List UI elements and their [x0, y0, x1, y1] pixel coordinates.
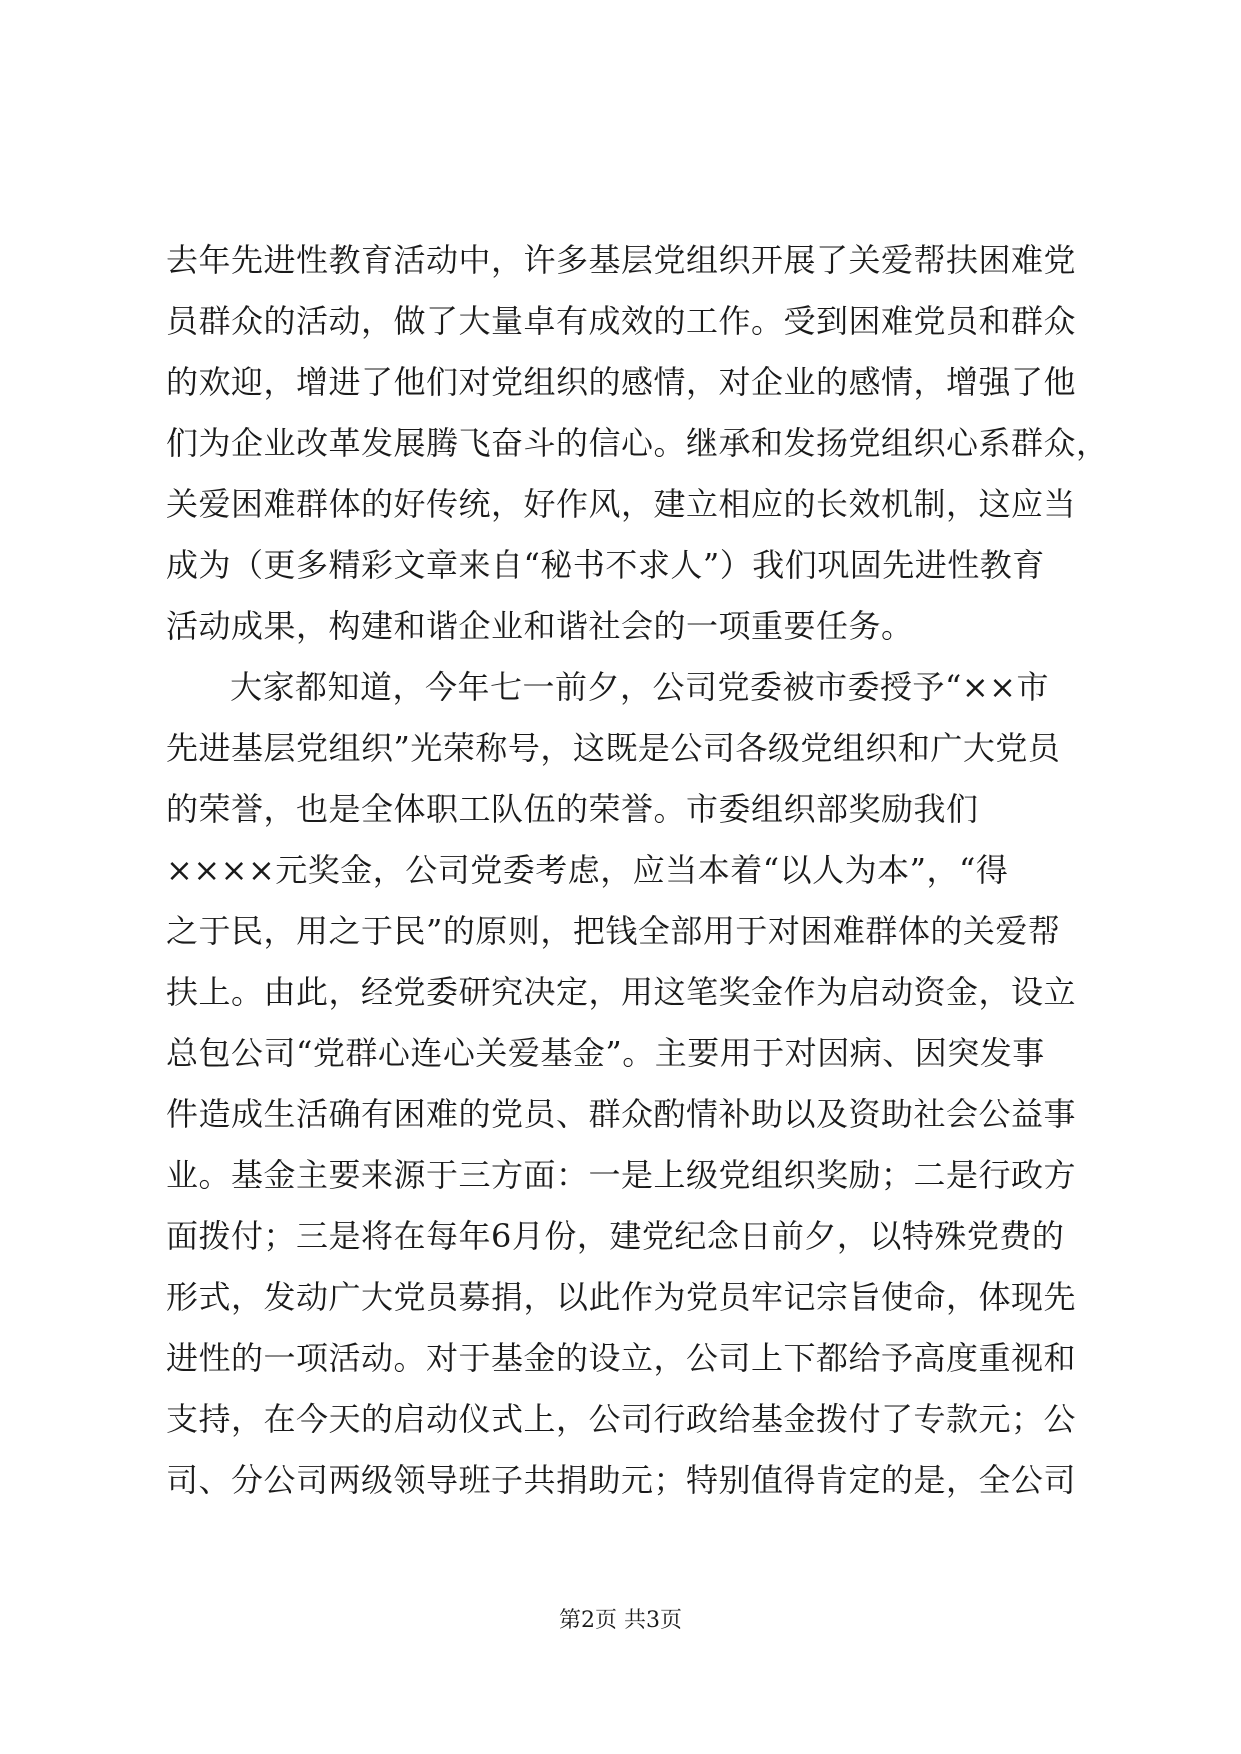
text-line: 成为（更多精彩文章来自“秘书不求人”）我们巩固先进性教育	[166, 546, 1045, 584]
text-line: 件造成生活确有困难的党员、群众酌情补助以及资助社会公益事	[166, 1095, 1077, 1133]
page-number: 第2页 共3页	[559, 1608, 682, 1633]
text-line: 司、分公司两级领导班子共捐助元；特别值得肯定的是，全公司	[166, 1461, 1077, 1499]
text-line: 活动成果，构建和谐企业和谐社会的一项重要任务。	[166, 607, 914, 645]
text-line: 面拨付；三是将在每年6月份，建党纪念日前夕，以特殊党费的	[166, 1217, 1065, 1255]
text-line: 员群众的活动，做了大量卓有成效的工作。受到困难党员和群众	[166, 302, 1077, 340]
document-body	[166, 230, 1109, 1511]
text-line: 关爱困难群体的好传统，好作风，建立相应的长效机制，这应当	[166, 485, 1077, 523]
paragraph-1	[166, 230, 1109, 657]
text-line: 业。基金主要来源于三方面：一是上级党组织奖励；二是行政方	[166, 1156, 1077, 1194]
paragraph-2	[166, 657, 1078, 1511]
page-footer	[0, 1606, 1241, 1636]
text-line: 的欢迎，增进了他们对党组织的感情，对企业的感情，增强了他	[166, 363, 1077, 401]
text-line: 的荣誉，也是全体职工队伍的荣誉。市委组织部奖励我们	[166, 790, 979, 828]
text-line: 之于民，用之于民”的原则，把钱全部用于对困难群体的关爱帮	[166, 912, 1061, 950]
text-line: 形式，发动广大党员募捐，以此作为党员牢记宗旨使命，体现先	[166, 1278, 1077, 1316]
text-line: 进性的一项活动。对于基金的设立，公司上下都给予高度重视和	[166, 1339, 1077, 1377]
text-line: 总包公司“党群心连心关爱基金”。主要用于对因病、因突发事	[166, 1034, 1045, 1072]
text-line: 去年先进性教育活动中，许多基层党组织开展了关爱帮扶困难党	[166, 241, 1077, 279]
text-line: 大家都知道，今年七一前夕，公司党委被市委授予“××市	[230, 668, 1049, 706]
text-line: ××××元奖金，公司党委考虑，应当本着“以人为本”，“得	[166, 851, 1009, 889]
text-line: 扶上。由此，经党委研究决定，用这笔奖金作为启动资金，设立	[166, 973, 1077, 1011]
text-line: 们为企业改革发展腾飞奋斗的信心。继承和发扬党组织心系群众，	[166, 424, 1109, 462]
text-line: 支持，在今天的启动仪式上，公司行政给基金拨付了专款元；公	[166, 1400, 1077, 1438]
text-line: 先进基层党组织”光荣称号，这既是公司各级党组织和广大党员	[166, 729, 1061, 767]
